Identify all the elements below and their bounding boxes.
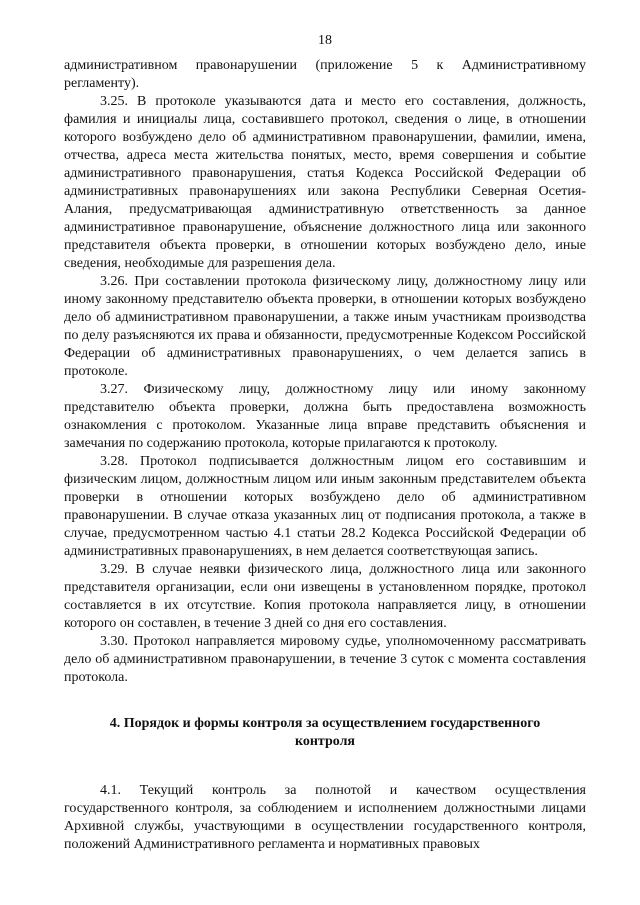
paragraph-3-30: 3.30. Протокол направляется мировому судье, уполномоченному рассматривать дело об административном правонарушении, в течение 3 суток с момента составления протокола. — [64, 634, 586, 685]
paragraph-3-27: 3.27. Физическому лицу, должностному лицу или иному законному представителю объекта проверки, должна быть предоставлена возможность ознакомления с протоколом. Указанные лица вправе представить объяснения и замечания по содержанию протокола, которые прилагаются к протоколу. — [64, 382, 586, 451]
body-text — [64, 57, 586, 854]
paragraph-3-28: 3.28. Протокол подписывается должностным лицом его составившим и физическим лицом, должностным лицом или иным законным представителем объекта проверки в отношении которых возбуждено дело об административном правонарушении. В случае отказа указанных лиц от подписания протокола, а также в случае, предусмотренном частью 4.1 статьи 28.2 Кодекса Российской Федерации об административных правонарушениях, в нем делается соответствующая запись. — [64, 454, 586, 559]
paragraph-3-26: 3.26. При составлении протокола физическому лицу, должностному лицу или иному законному представителю объекта проверки, в отношении которых возбуждено дело об административном правонарушении, а также иным участникам производства по делу разъясняются их права и обязанности, предусмотренные Кодексом Российской Федерации об административных правонарушениях, о чем делается запись в протоколе. — [64, 274, 586, 379]
paragraph-3-29: 3.29. В случае неявки физического лица, должностного лица или законного представителя организации, если они извещены в установленном порядке, протокол составляется в их отсутствие. Копия протокола направляется лицу, в отношении которого он составлен, в течение 3 дней со дня его составления. — [64, 562, 586, 631]
page-number: 18 — [318, 33, 332, 48]
section-heading: 4. Порядок и формы контроля за осуществлением государственного контроля — [109, 716, 541, 749]
paragraph-continuation: административном правонарушении (приложение 5 к Административному регламенту). — [64, 58, 586, 91]
paragraph-3-25: 3.25. В протоколе указываются дата и место его составления, должность, фамилия и инициалы лица, составившего протокол, сведения о лице, в отношении которого возбуждено дело об административном правонарушении, фамилии, имена, отчества, адреса места жительства понятых, место, время совершения и событие административного правонарушения, статья Кодекса Российской Федерации об административных правонарушениях или закона Республики Северная Осетия-Алания, предусматривающая административную ответственность за данное административное правонарушение, объяснение должностного лица или законного представителя объекта проверки, в отношении которых возбуждено дело, иные сведения, необходимые для разрешения дела. — [64, 94, 586, 271]
paragraph-4-1: 4.1. Текущий контроль за полнотой и качеством осуществления государственного контроля, за соблюдением и исполнением должностными лицами Архивной службы, участвующими в осуществлении государственного контроля, положений Административного регламента и нормативных правовых — [64, 783, 586, 852]
